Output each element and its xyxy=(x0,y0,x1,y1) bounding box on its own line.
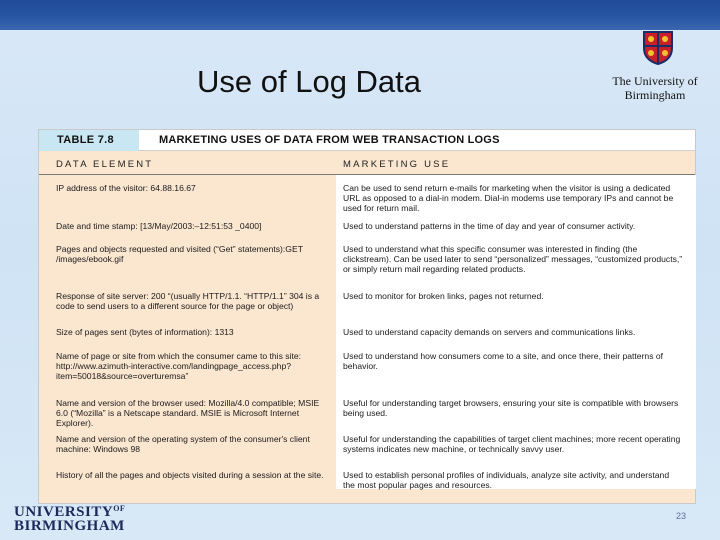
university-crest-icon xyxy=(642,30,674,66)
table-cell-use: Used to monitor for broken links, pages not returned. xyxy=(343,291,544,301)
university-name: The University of Birmingham xyxy=(612,74,698,102)
table-cell-use: Used to understand patterns in the time of day and year of consumer activity. xyxy=(343,221,636,231)
table-cell-use: Used to understand capacity demands on servers and communications links. xyxy=(343,327,636,337)
column-header-data-element: DATA ELEMENT xyxy=(56,159,154,170)
table-cell-use: Can be used to send return e-mails for marketing when the visitor is using a dedicated URL as opposed to a dial-in modem. Dial-in modems use temporary IPs and cannot be used for return mail. xyxy=(343,183,674,213)
table-label: TABLE 7.8 xyxy=(39,130,139,151)
table-caption: MARKETING USES OF DATA FROM WEB TRANSACTION LOGS xyxy=(159,134,500,146)
column-header-marketing-use: MARKETING USE xyxy=(343,159,451,170)
table-cell-element: Pages and objects requested and visited (“Get” statements):GET /images/ebook.gif xyxy=(56,244,303,264)
header-divider xyxy=(39,174,695,175)
table-cell-element: IP address of the visitor: 64.88.16.67 xyxy=(56,183,196,193)
page-number: 23 xyxy=(676,511,687,521)
table-cell-element: Name and version of the operating system of the consumer's client machine: Windows 98 xyxy=(56,434,310,454)
table-header xyxy=(39,130,695,151)
table-cell-element: Size of pages sent (bytes of information): 1313 xyxy=(56,327,234,337)
top-banner xyxy=(0,0,720,30)
university-logo: $UNIVERSITY^{OF}$ BIRMINGHAM xyxy=(14,504,126,534)
slide-title: Use of Log Data xyxy=(197,64,422,99)
table-cell-use: Used to establish personal profiles of individuals, analyze site activity, and understand the most popular pages and resources. xyxy=(343,470,670,490)
table-cell-use: Used to understand how consumers come to a site, and once there, their patterns of behavior. xyxy=(343,351,664,371)
table-cell-element: Response of site server: 200 “(usually HTTP/1.1. “HTTP/1.1” 304 is a code to send users to a different source for the page or object) xyxy=(56,291,320,311)
table-cell-element: History of all the pages and objects visited during a session at the site. xyxy=(56,470,324,480)
table-cell-element: Name and version of the browser used: Mozilla/4.0 compatible; MSIE 6.0 (“Mozilla” is a Netscape standard. MSIE is Microsoft Internet Explorer). xyxy=(56,398,320,428)
table-cell-element: Date and time stamp: [13/May/2003:–12:51:53 _0400] xyxy=(56,221,262,231)
table-cell-element: Name of page or site from which the consumer came to this site: http://www.azimuth-interactive.com/landingpage_access.php?item=50018&source=overturemsa” xyxy=(56,351,302,381)
table-cell-use: Used to understand what this specific consumer was interested in finding (the clickstream). Can be used later to send “personalized” messages, “customized products,” or simply return mail regarding related products. xyxy=(343,244,683,274)
table-panel xyxy=(38,129,696,504)
table-cell-use: Useful for understanding target browsers, ensuring your site is compatible with browsers being used. xyxy=(343,398,679,418)
table-cell-use: Useful for understanding the capabilities of target client machines; more recent operating systems indicates new machine, or technically savvy user. xyxy=(343,434,681,454)
